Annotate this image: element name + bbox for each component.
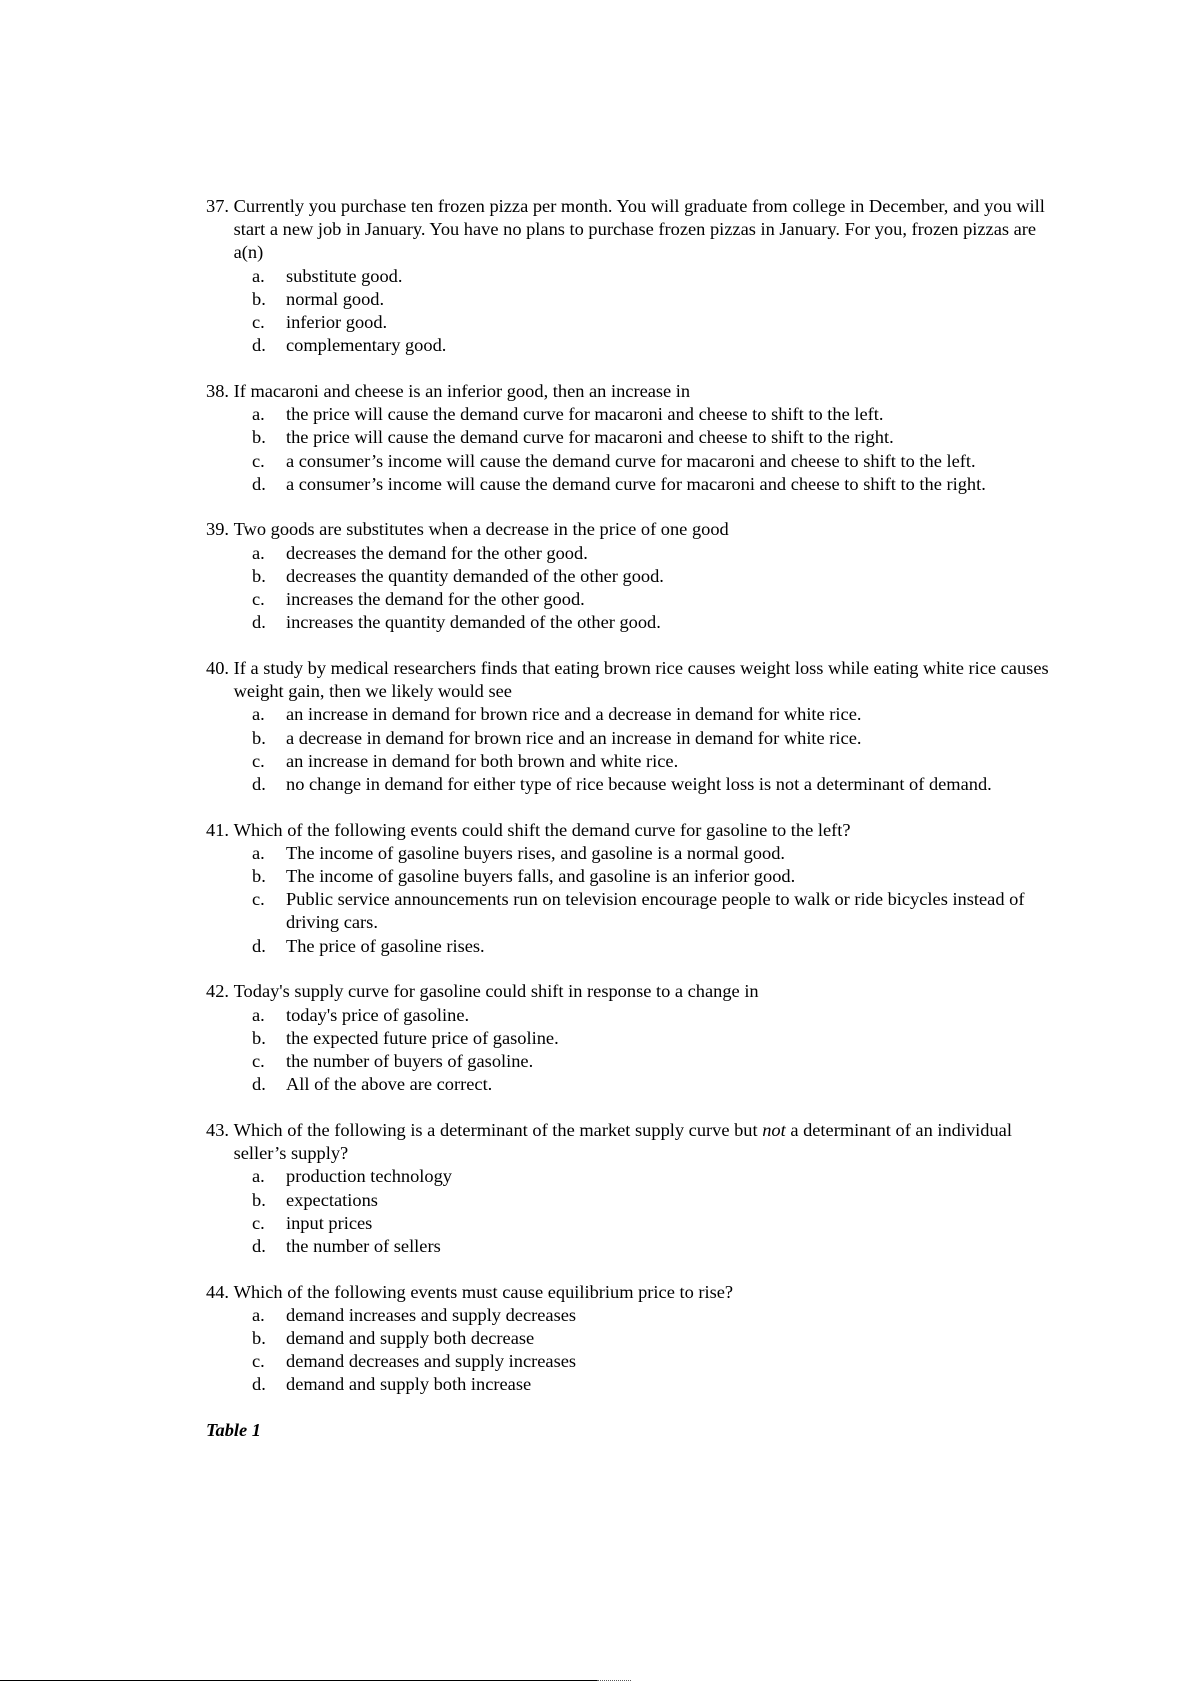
answer-option: [206, 334, 1066, 357]
question-text: [234, 518, 1066, 541]
option-text: no change in demand for either type of rice because weight loss is not a determinant of demand.: [286, 773, 992, 794]
question-stem: [206, 195, 1066, 265]
option-text: inferior good.: [286, 312, 388, 333]
question-43: [206, 1119, 1066, 1258]
option-text: the expected future price of gasoline.: [286, 1027, 559, 1048]
option-text: an increase in demand for both brown and white rice.: [286, 750, 679, 771]
option-text: a consumer’s income will cause the demand curve for macaroni and cheese to shift to the right.: [286, 473, 986, 494]
option-letter: b.: [252, 565, 266, 586]
answer-option: [206, 611, 1066, 634]
question-number: 44.: [206, 1281, 229, 1302]
answer-option: [206, 703, 1066, 726]
question-text-prefix: Today's supply curve for gasoline could shift in response to a change in: [233, 981, 759, 1002]
question-41: [206, 819, 1066, 958]
answer-options: [206, 542, 1066, 635]
answer-options: [206, 1004, 1066, 1097]
answer-option: [206, 450, 1066, 473]
option-letter: d.: [252, 773, 266, 794]
option-letter: b.: [252, 1328, 266, 1349]
question-text-prefix: If a study by medical researchers finds that eating brown rice causes weight loss while eating white rice causes weight gain, then we likely would see: [233, 657, 1049, 702]
question-text-emphasis: not: [762, 1119, 786, 1140]
option-letter: b.: [252, 288, 266, 309]
option-text: demand and supply both increase: [286, 1374, 532, 1395]
option-text: production technology: [286, 1166, 452, 1187]
option-text: decreases the demand for the other good.: [286, 542, 588, 563]
answer-options: [206, 265, 1066, 358]
question-number: 40.: [206, 657, 229, 678]
question-text: [234, 1119, 1066, 1165]
question-text-suffix: and you will start a new job in January. You have no plans to purchase frozen pizzas in January. For you, frozen pizzas are a(n): [233, 196, 1045, 263]
answer-option: [206, 865, 1066, 888]
option-letter: b.: [252, 1027, 266, 1048]
question-37: [206, 195, 1066, 357]
option-text: increases the quantity demanded of the other good.: [286, 612, 661, 633]
option-text: decreases the quantity demanded of the other good.: [286, 565, 664, 586]
option-letter: d.: [252, 1374, 266, 1395]
question-stem: [206, 380, 1066, 403]
question-stem: [206, 518, 1066, 541]
option-text: The income of gasoline buyers falls, and gasoline is an inferior good.: [286, 866, 796, 887]
option-letter: c.: [252, 750, 265, 771]
question-text: [234, 980, 1066, 1003]
question-text-suffix: a determinant of an individual seller’s supply?: [233, 1119, 1012, 1164]
option-text: complementary good.: [286, 335, 447, 356]
option-text: increases the demand for the other good.: [286, 589, 585, 610]
answer-options: [206, 403, 1066, 496]
answer-option: [206, 473, 1066, 496]
option-letter: d.: [252, 935, 266, 956]
question-text-prefix: If macaroni and cheese is an inferior good, then an increase in: [233, 380, 691, 401]
option-letter: c.: [252, 312, 265, 333]
answer-option: [206, 935, 1066, 958]
question-number: 43.: [206, 1119, 229, 1140]
answer-option: [206, 888, 1066, 934]
option-text: a consumer’s income will cause the demand curve for macaroni and cheese to shift to the left.: [286, 450, 976, 471]
question-document: [206, 195, 1066, 1442]
option-text: demand increases and supply decreases: [286, 1304, 577, 1325]
answer-options: [206, 1304, 1066, 1397]
option-text: the price will cause the demand curve for macaroni and cheese to shift to the right.: [286, 427, 894, 448]
option-letter: b.: [252, 866, 266, 887]
option-text: Public service announcements run on television encourage people to walk or ride bicycles instead of driving cars.: [286, 889, 1025, 933]
answer-option: [206, 727, 1066, 750]
question-stem: [206, 1119, 1066, 1165]
option-text: demand decreases and supply increases: [286, 1351, 577, 1372]
answer-option: [206, 1327, 1066, 1350]
question-text: [234, 380, 1066, 403]
question-text-prefix: Two goods are substitutes when a decrease in the price of one good: [233, 519, 729, 540]
question-stem: [206, 980, 1066, 1003]
option-text: demand and supply both decrease: [286, 1328, 535, 1349]
option-letter: b.: [252, 1189, 266, 1210]
option-letter: b.: [252, 427, 266, 448]
answer-option: [206, 1189, 1066, 1212]
option-letter: c.: [252, 1051, 265, 1071]
answer-option: [206, 311, 1066, 334]
option-text: the price will cause the demand curve for macaroni and cheese to shift to the left.: [286, 404, 884, 425]
answer-option: [206, 588, 1066, 611]
question-stem: [206, 1281, 1066, 1304]
option-letter: b.: [252, 727, 266, 748]
option-letter: a.: [252, 1304, 265, 1325]
option-text: input prices: [286, 1212, 373, 1233]
question-42: [206, 980, 1066, 1096]
question-text: [234, 1281, 1066, 1304]
option-letter: c.: [252, 589, 265, 610]
question-text: [234, 195, 1066, 265]
question-44: [206, 1281, 1066, 1397]
answer-option: [206, 773, 1066, 796]
answer-option: [206, 1304, 1066, 1327]
answer-option: [206, 403, 1066, 426]
option-text: substitute good.: [286, 265, 403, 286]
answer-option: [206, 1350, 1066, 1373]
option-text: an increase in demand for brown rice and a decrease in demand for white rice.: [286, 704, 862, 725]
option-letter: a.: [252, 542, 265, 563]
table-label: Table 1: [206, 1420, 262, 1441]
option-letter: c.: [252, 889, 265, 910]
option-text: today's price of gasoline.: [286, 1004, 470, 1025]
question-text-prefix: Which of the following events must cause equilibrium price to rise?: [233, 1281, 734, 1302]
answer-options: [206, 703, 1066, 796]
question-number: 37.: [206, 196, 229, 216]
answer-option: [206, 1073, 1066, 1096]
option-letter: a.: [252, 842, 265, 863]
option-letter: a.: [252, 1166, 265, 1187]
answer-option: [206, 542, 1066, 565]
option-letter: d.: [252, 1235, 266, 1256]
option-text: The price of gasoline rises.: [286, 935, 485, 956]
answer-option: [206, 842, 1066, 865]
question-number: 41.: [206, 819, 229, 840]
question-stem: [206, 819, 1066, 842]
answer-option: [206, 1165, 1066, 1188]
question-text-prefix: Which of the following is a determinant of the market supply curve but: [233, 1119, 763, 1140]
option-text: the number of sellers: [286, 1235, 441, 1256]
option-text: a decrease in demand for brown rice and an increase in demand for white rice.: [286, 727, 862, 748]
question-number: 39.: [206, 519, 229, 540]
option-letter: d.: [252, 335, 266, 356]
question-text-prefix: Which of the following events could shift the demand curve for gasoline to the left?: [233, 819, 851, 840]
question-40: [206, 657, 1066, 796]
question-number: 42.: [206, 981, 229, 1002]
answer-option: [206, 288, 1066, 311]
option-letter: c.: [252, 450, 265, 471]
option-text: The income of gasoline buyers rises, and gasoline is a normal good.: [286, 842, 785, 863]
question-text-prefix: Currently you purchase ten frozen pizza per month. You will graduate from college in December,: [233, 196, 953, 216]
option-letter: d.: [252, 473, 266, 494]
option-letter: c.: [252, 1212, 265, 1233]
question-text: [234, 657, 1066, 703]
answer-option: [206, 750, 1066, 773]
option-text: All of the above are correct.: [286, 1074, 493, 1095]
option-letter: c.: [252, 1351, 265, 1372]
option-letter: a.: [252, 704, 265, 725]
answer-option: [206, 1027, 1066, 1050]
answer-option: [206, 426, 1066, 449]
answer-options: [206, 842, 1066, 958]
option-letter: a.: [252, 265, 265, 286]
footer-rule: [0, 1680, 597, 1681]
question-text: [234, 819, 1066, 842]
footer-mark: [597, 1680, 631, 1681]
question-38: [206, 380, 1066, 496]
option-text: the number of buyers of gasoline.: [286, 1051, 534, 1071]
option-letter: a.: [252, 404, 265, 425]
question-39: [206, 518, 1066, 634]
question-number: 38.: [206, 380, 229, 401]
option-letter: a.: [252, 1004, 265, 1025]
option-letter: d.: [252, 1074, 266, 1095]
answer-option: [206, 1212, 1066, 1235]
answer-option: [206, 1004, 1066, 1027]
answer-option: [206, 1373, 1066, 1396]
question-stem: [206, 657, 1066, 703]
option-letter: d.: [252, 612, 266, 633]
answer-option: [206, 565, 1066, 588]
option-text: normal good.: [286, 288, 385, 309]
option-text: expectations: [286, 1189, 378, 1210]
answer-option: [206, 1050, 1066, 1073]
answer-option: [206, 265, 1066, 288]
answer-options: [206, 1165, 1066, 1258]
answer-option: [206, 1235, 1066, 1258]
